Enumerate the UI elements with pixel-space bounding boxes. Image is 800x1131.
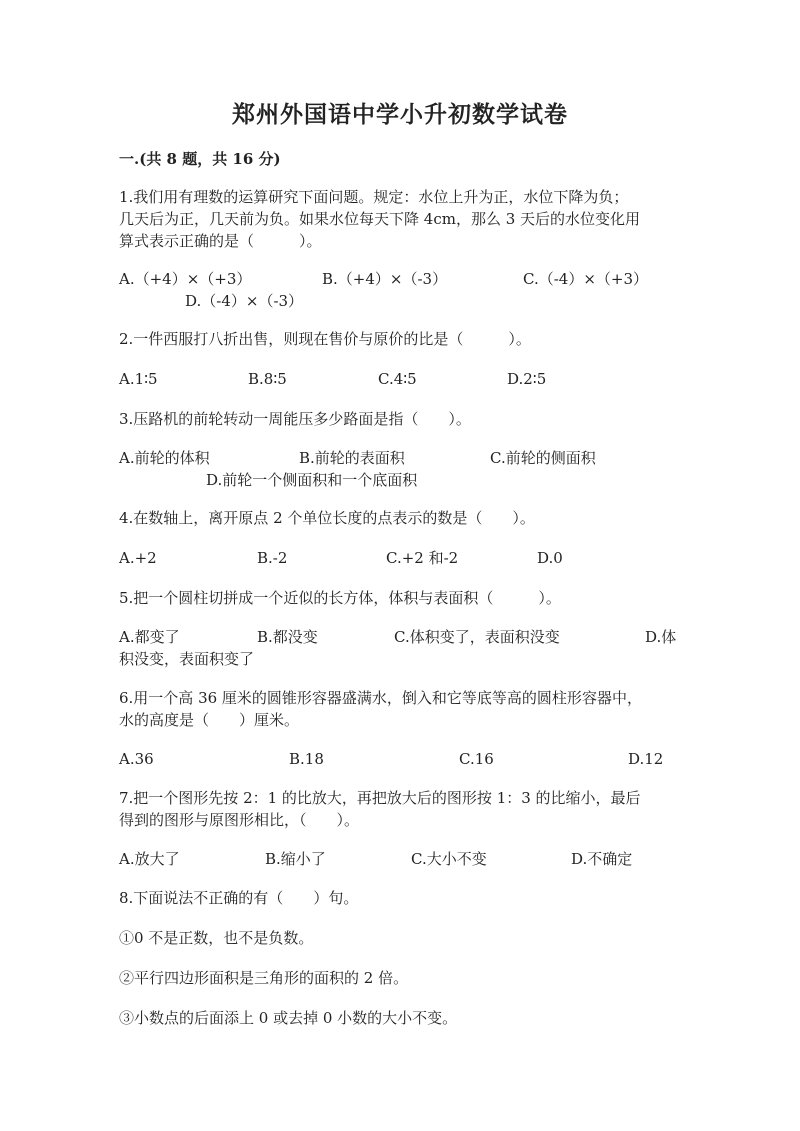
- question-2-option-a[interactable]: A.1∶5: [119, 370, 158, 388]
- question-1-line-3: 算式表示正确的是（ ）。: [119, 232, 322, 250]
- question-5-option-a[interactable]: A.都变了: [119, 628, 180, 646]
- question-4-line-1: 4.在数轴上，离开原点 2 个单位长度的点表示的数是（ ）。: [119, 509, 535, 527]
- question-2-option-b[interactable]: B.8∶5: [248, 370, 287, 388]
- question-2-option-d[interactable]: D.2∶5: [507, 370, 547, 388]
- question-7-option-b[interactable]: B.缩小了: [265, 850, 326, 868]
- question-6-line-1: 6.用一个高 36 厘米的圆锥形容器盛满水，倒入和它等底等高的圆柱形容器中，: [119, 689, 642, 707]
- question-3-line-1: 3.压路机的前轮转动一周能压多少路面是指（ ）。: [119, 410, 471, 428]
- question-4-option-a[interactable]: A.+2: [119, 549, 157, 567]
- question-3-option-c[interactable]: C.前轮的侧面积: [490, 449, 596, 467]
- question-7-option-a[interactable]: A.放大了: [119, 850, 180, 868]
- question-1-option-b[interactable]: B.（+4）×（-3）: [322, 270, 448, 288]
- section-heading: 一.(共 8 题，共 16 分): [119, 150, 281, 168]
- question-6-option-a[interactable]: A.36: [119, 750, 154, 768]
- question-7-line-2: 得到的图形与原图形相比，（ ）。: [119, 811, 360, 829]
- question-6-option-c[interactable]: C.16: [459, 750, 494, 768]
- question-4-option-d[interactable]: D.0: [537, 549, 563, 567]
- question-5-option-b[interactable]: B.都没变: [257, 628, 318, 646]
- question-3-option-a[interactable]: A.前轮的体积: [119, 449, 210, 467]
- question-4-option-b[interactable]: B.-2: [257, 549, 288, 567]
- question-3-option-d[interactable]: D.前轮一个侧面积和一个底面积: [206, 471, 418, 489]
- question-5-option-d[interactable]: D.体: [645, 628, 677, 646]
- question-2-line-1: 2.一件西服打八折出售，则现在售价与原价的比是（ ）。: [119, 330, 531, 348]
- question-4-option-c[interactable]: C.+2 和-2: [386, 549, 459, 567]
- question-1-line-2: 几天后为正，几天前为负。如果水位每天下降 4cm，那么 3 天后的水位变化用: [119, 210, 641, 228]
- question-5-line-1: 5.把一个圆柱切拼成一个近似的长方体，体积与表面积（ ）。: [119, 589, 561, 607]
- question-6-option-b[interactable]: B.18: [289, 750, 324, 768]
- question-8-statement-3: ③小数点的后面添上 0 或去掉 0 小数的大小不变。: [119, 1009, 458, 1027]
- question-3-option-b[interactable]: B.前轮的表面积: [299, 449, 405, 467]
- question-7-option-d[interactable]: D.不确定: [571, 850, 633, 868]
- question-8-line-1: 8.下面说法不正确的有（ ）句。: [119, 889, 359, 907]
- page-title: 郑州外国语中学小升初数学试卷: [232, 101, 568, 128]
- question-7-line-1: 7.把一个图形先按 2：1 的比放大，再把放大后的图形按 1：3 的比缩小，最后: [119, 789, 641, 807]
- question-5-option-c[interactable]: C.体积变了，表面积没变: [394, 628, 560, 646]
- question-7-option-c[interactable]: C.大小不变: [411, 850, 487, 868]
- question-1-option-a[interactable]: A.（+4）×（+3）: [119, 270, 252, 288]
- question-1-line-1: 1.我们用有理数的运算研究下面问题。规定：水位上升为正，水位下降为负；: [119, 188, 629, 206]
- question-2-option-c[interactable]: C.4∶5: [378, 370, 417, 388]
- question-1-option-c[interactable]: C.（-4）×（+3）: [523, 270, 649, 288]
- question-5-option-d-wrap: 积没变，表面积变了: [119, 650, 255, 668]
- question-6-option-d[interactable]: D.12: [628, 750, 664, 768]
- question-8-statement-2: ②平行四边形面积是三角形的面积的 2 倍。: [119, 969, 409, 987]
- question-6-line-2: 水的高度是（ ）厘米。: [119, 711, 300, 729]
- question-8-statement-1: ①0 不是正数，也不是负数。: [119, 929, 314, 947]
- question-1-option-d[interactable]: D.（-4）×（-3）: [185, 292, 304, 310]
